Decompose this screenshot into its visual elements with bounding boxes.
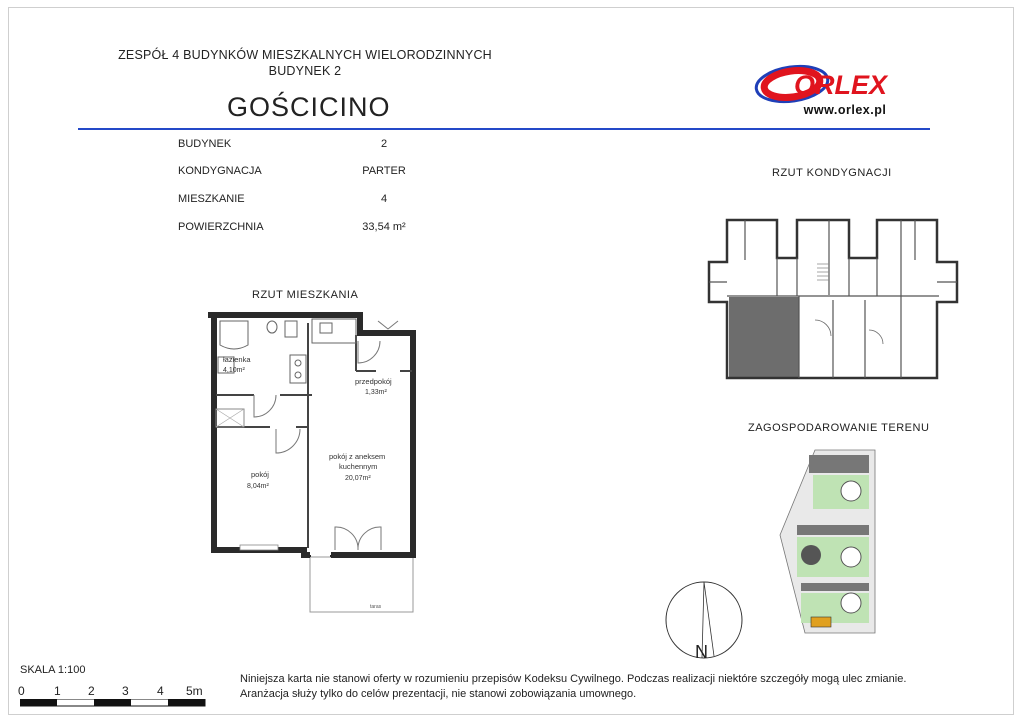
- header-line-2: BUDYNEK 2: [268, 64, 342, 78]
- floor-plan-title: RZUT KONDYGNACJI: [772, 167, 892, 179]
- info-key: BUDYNEK: [178, 138, 232, 150]
- scale-tick-1: 1: [54, 684, 61, 698]
- logo-wordmark: ORLEX: [794, 70, 888, 100]
- info-value: 4: [380, 193, 388, 205]
- floor-plan: [705, 200, 965, 380]
- apartment-plan-title: RZUT MIESZKANIA: [252, 289, 359, 301]
- scale-tick-3: 3: [122, 684, 129, 698]
- scale-tick-2: 2: [88, 684, 95, 698]
- room-name: pokój: [251, 470, 269, 479]
- kitchen-counter: [312, 319, 356, 343]
- room-area: 8,04m²: [247, 483, 269, 490]
- bathroom-area: 4,10m²: [223, 367, 245, 374]
- info-value: 2: [380, 138, 388, 150]
- scale-tick-5: 5m: [186, 684, 203, 698]
- info-key: MIESZKANIE: [178, 193, 245, 205]
- shower-tray: [220, 321, 248, 349]
- terrace-label: taras: [370, 604, 382, 610]
- disclaimer-line-2: Aranżacja służy tylko do celów prezentacji, nie stanowi zobowiązania umownego.: [240, 688, 637, 700]
- disclaimer-line-1: Niniejsza karta nie stanowi oferty w rozumieniu przepisów Kodeksu Cywilnego. Podczas realizacji niektóre szczegóły mogą ulec zmianie.: [240, 673, 907, 685]
- bathroom-name: łazienka: [223, 355, 251, 364]
- page-title: GOŚCICINO: [227, 92, 391, 122]
- scale-tick-0: 0: [18, 684, 25, 698]
- scale-tick-4: 4: [157, 684, 164, 698]
- info-value: 33,54 m²: [362, 221, 406, 233]
- site-plan-title: ZAGOSPODAROWANIE TERENU: [748, 422, 930, 434]
- hall-area: 1,33m²: [365, 389, 387, 396]
- living-area: 20,07m²: [345, 475, 371, 482]
- living-name-1: pokój z aneksem: [329, 452, 386, 461]
- window: [240, 545, 278, 550]
- terrace-outline: [310, 557, 413, 612]
- header-divider: [78, 128, 930, 130]
- site-plan: [775, 445, 885, 640]
- toilet: [267, 321, 277, 333]
- highlighted-unit: [729, 297, 799, 377]
- hall-name: przedpokój: [355, 377, 392, 386]
- room-door: [276, 429, 300, 453]
- entry-door: [358, 341, 380, 363]
- disclaimer: [240, 672, 960, 702]
- balcony-door: [335, 527, 381, 550]
- cooktop: [290, 355, 306, 383]
- outer-walls: [208, 315, 413, 555]
- logo-url: www.orlex.pl: [803, 103, 887, 117]
- info-value: PARTER: [362, 165, 406, 177]
- bathroom-door: [254, 395, 276, 417]
- info-key: KONDYGNACJA: [178, 165, 262, 177]
- scale-label: SKALA 1:100: [20, 664, 86, 676]
- compass-label: N: [695, 642, 708, 662]
- scale-bar: [20, 699, 206, 707]
- living-name-2: kuchennym: [339, 462, 378, 471]
- header-line-1: ZESPÓŁ 4 BUDYNKÓW MIESZKALNYCH WIELORODZINNYCH: [118, 48, 492, 62]
- apartment-plan: [200, 305, 430, 620]
- info-key: POWIERZCHNIA: [178, 221, 264, 233]
